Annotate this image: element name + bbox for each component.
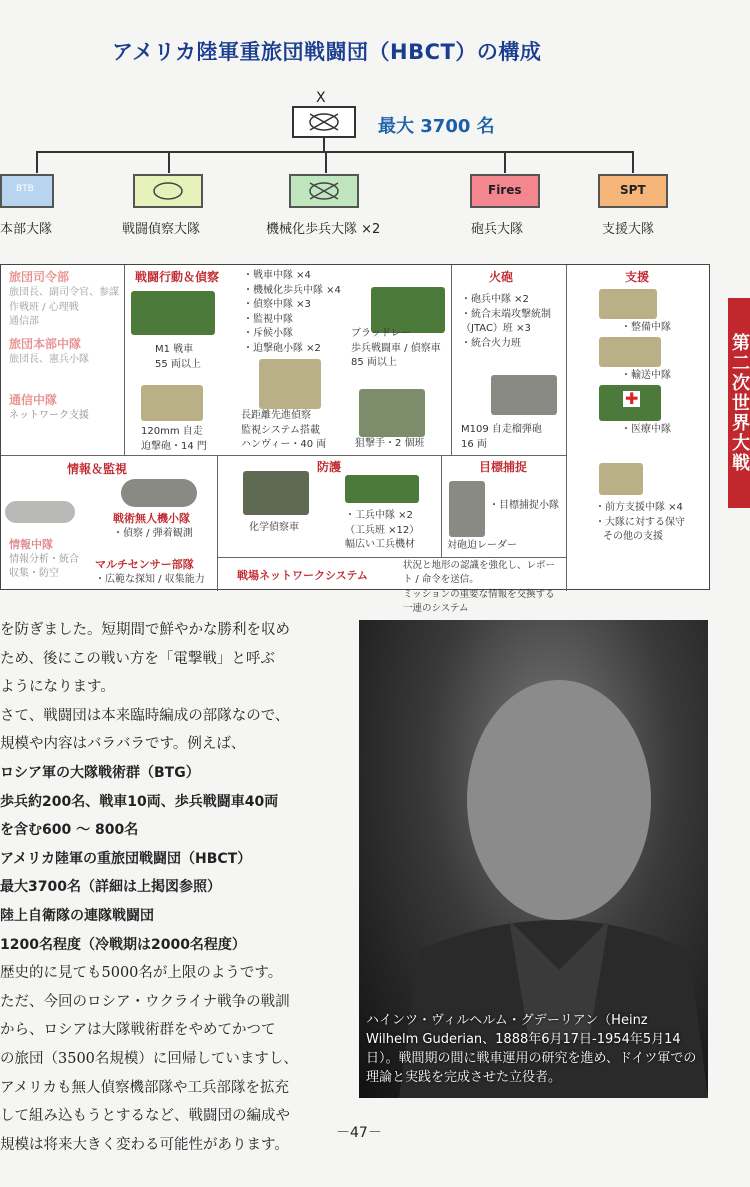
unit-box-text: Fires bbox=[488, 183, 522, 197]
combat-header: 戦闘行動＆偵察 bbox=[135, 270, 220, 284]
fires-header: 火砲 bbox=[489, 270, 514, 284]
brigade-size-symbol: X bbox=[316, 90, 326, 106]
body-line: アメリカも無人偵察機部隊や工兵部隊を拡充 bbox=[0, 1079, 289, 1096]
diagram-title: アメリカ陸軍重旅団戦闘団（HBCT）の構成 bbox=[112, 40, 542, 64]
hq-line: 旅団長、副司令官、参謀 bbox=[9, 287, 119, 299]
unit-box-hq-battalion bbox=[0, 174, 54, 208]
unit-box-text: SPT bbox=[620, 183, 646, 197]
radar-caption: 対砲迫レーダー bbox=[447, 540, 517, 551]
chem-caption: 化学偵察車 bbox=[249, 522, 299, 533]
body-line: ため、後にこの戦い方を「電撃戦」と呼ぶ bbox=[0, 650, 275, 667]
body-line: 1200名程度（冷戦期は2000名程度） bbox=[0, 936, 246, 953]
page-number: －47－ bbox=[336, 1125, 382, 1141]
body-line: 規模や内容はバラバラです。例えば、 bbox=[0, 736, 246, 753]
engineer-list: ・工兵中隊 ×2 （工兵班 ×12） 幅広い工兵機材 bbox=[345, 510, 420, 550]
unit-label-recon: 戦闘偵察大隊 bbox=[122, 222, 201, 237]
divider bbox=[441, 455, 442, 557]
protection-header: 防護 bbox=[317, 460, 342, 474]
m109-howitzer-image bbox=[491, 375, 557, 415]
body-line: 規模は将来大きく変わる可能性があります。 bbox=[0, 1136, 289, 1153]
red-cross-icon: ✚ bbox=[625, 389, 639, 408]
aircraft-image bbox=[5, 501, 75, 523]
support-header: 支援 bbox=[625, 270, 650, 284]
body-line: 最大3700名（詳細は上掲図参照） bbox=[0, 879, 221, 896]
sniper-caption: 狙撃手・2 個班 bbox=[355, 438, 425, 449]
tree-line bbox=[36, 151, 38, 173]
divider bbox=[217, 557, 566, 558]
mi-company: 情報中隊 情報分析・統合 収集・防空 bbox=[9, 538, 79, 580]
body-line: を含む600 〜 800名 bbox=[0, 822, 139, 839]
hq-line: 作戦班 / 心理戦 bbox=[9, 301, 79, 313]
transport-truck-image bbox=[599, 337, 661, 367]
radar-image bbox=[449, 481, 485, 537]
network-header: 戦場ネットワークシステム bbox=[237, 569, 368, 582]
forward-support-truck-image bbox=[599, 463, 643, 495]
m109-caption: M109 自走榴弾砲 16 両 bbox=[461, 424, 542, 450]
m1-caption: M1 戦車 55 両以上 bbox=[155, 344, 201, 370]
tree-line bbox=[325, 151, 327, 173]
support-item: ・医療中隊 bbox=[621, 424, 671, 435]
unit-box-fires bbox=[470, 174, 540, 208]
body-line: ただ、今回のロシア・ウクライナ戦争の戦訓 bbox=[0, 993, 290, 1010]
body-line: 歩兵約200名、戦車10両、歩兵戦闘車40両 bbox=[0, 793, 279, 810]
support-item: ・整備中隊 bbox=[621, 322, 671, 333]
divider bbox=[1, 455, 566, 456]
ambulance-image bbox=[599, 385, 661, 421]
fires-list: ・砲兵中隊 ×2 ・統合末端攻撃統制 （JTAC）班 ×3 ・統合火力班 bbox=[461, 294, 551, 349]
chapter-tab: 第二次世界大戦 bbox=[728, 298, 750, 508]
m1-tank-image bbox=[131, 291, 215, 335]
multi-sensor-unit: マルチセンサー部隊 ・広範な探知 / 収集能力 bbox=[95, 558, 205, 585]
body-line: を防ぎました。短期間で鮮やかな勝利を収め bbox=[0, 622, 290, 638]
unit-box-mech-infantry bbox=[289, 174, 359, 208]
bradley-caption: ブラッドレー 歩兵戦闘車 / 偵察車 85 両以上 bbox=[351, 328, 441, 368]
hq-line: ネットワーク支援 bbox=[9, 410, 89, 422]
hq-header: 旅団司令部 bbox=[9, 270, 70, 284]
body-line: アメリカ陸軍の重旅団戦闘団（HBCT） bbox=[0, 850, 252, 867]
maintenance-truck-image bbox=[599, 289, 657, 319]
mortar-carrier-image bbox=[141, 385, 203, 421]
unit-box-text: BTB bbox=[16, 184, 34, 194]
max-strength: 最大 3700 名 bbox=[378, 116, 495, 137]
divider bbox=[124, 265, 125, 455]
unit-label-artillery: 砲兵大隊 bbox=[471, 222, 524, 237]
brigade-hq-symbol bbox=[292, 106, 356, 138]
hq-company-header: 旅団本部中隊 bbox=[9, 336, 82, 351]
tree-line bbox=[323, 138, 325, 152]
intel-header: 情報＆監視 bbox=[67, 462, 128, 476]
unit-label-support: 支援大隊 bbox=[602, 222, 655, 237]
uav-platoon: 戦術無人機小隊 ・偵察 / 弾着観測 bbox=[113, 512, 193, 539]
divider bbox=[217, 455, 218, 591]
unit-box-recon bbox=[133, 174, 203, 208]
target-header: 目標捕捉 bbox=[479, 460, 528, 474]
divider bbox=[451, 265, 452, 455]
sniper-image bbox=[359, 389, 425, 437]
body-text bbox=[0, 616, 345, 1159]
infantry-cross-icon bbox=[294, 108, 354, 136]
combat-unit-list: ・戦車中隊 ×4 ・機械化歩兵中隊 ×4 ・偵察中隊 ×3 ・監視中隊 ・斥候小隊 ・迫撃砲小隊 ×2 bbox=[243, 270, 341, 354]
unit-label-hq: 本部大隊 bbox=[0, 222, 53, 237]
body-line: の旅団（3500名規模）に回帰していますし、 bbox=[0, 1050, 298, 1067]
hmmwv-caption: 長距離先進偵察 監視システム搭載 ハンヴィー・40 両 bbox=[241, 410, 327, 450]
composition-table bbox=[0, 264, 710, 614]
tree-line bbox=[504, 151, 506, 173]
tree-line bbox=[36, 151, 632, 153]
unit-box-support bbox=[598, 174, 668, 208]
hmmwv-image bbox=[259, 359, 321, 409]
tree-line bbox=[168, 151, 170, 173]
mortar-caption: 120mm 自走 迫撃砲・14 門 bbox=[141, 426, 207, 452]
tree-line bbox=[632, 151, 634, 173]
chemical-recon-vehicle-image bbox=[243, 471, 309, 515]
photo-caption: ハインツ・ヴィルヘルム・グデーリアン（Heinz Wilhelm Guderian、1888年6月17日-1954年5月14日）。戦間期の間に戦車運用の研究を進め、ドイツ軍での理論と実践を完成させた立役者。 bbox=[366, 1013, 697, 1085]
support-list: ・前方支援中隊 ×4 ・大隊に対する保守 その他の支援 bbox=[595, 502, 685, 542]
mech-infantry-symbol-icon bbox=[291, 176, 357, 206]
hq-line: 旅団長、憲兵小隊 bbox=[9, 354, 89, 366]
body-line: さて、戦闘団は本来臨時編成の部隊なので、 bbox=[0, 707, 290, 724]
body-line: から、ロシアは大隊戦術群をやめてかつて bbox=[0, 1022, 276, 1039]
body-line: して組み込もうとするなど、戦闘団の編成や bbox=[0, 1108, 290, 1125]
hq-line: 通信部 bbox=[9, 316, 39, 328]
target-item: ・目標捕捉小隊 bbox=[489, 500, 559, 511]
support-item: ・輸送中隊 bbox=[621, 370, 671, 381]
network-desc: 状況と地形の認識を強化し、レポート / 命令を送信。 ミッションの重要な情報を交換する一連のシステム bbox=[403, 560, 556, 614]
signal-company-header: 通信中隊 bbox=[9, 392, 58, 407]
recon-symbol-icon bbox=[135, 176, 201, 206]
body-line: ようになります。 bbox=[0, 679, 115, 696]
engineer-vehicle-image bbox=[345, 475, 419, 503]
hq-cell bbox=[9, 269, 121, 424]
body-line: 陸上自衛隊の連隊戦闘団 bbox=[0, 907, 154, 924]
uav-image bbox=[121, 479, 197, 507]
body-line: 歴史的に見ても5000名が上限のようです。 bbox=[0, 965, 283, 982]
divider bbox=[566, 265, 567, 591]
unit-label-mech-infantry: 機械化歩兵大隊 ×2 bbox=[266, 222, 381, 237]
body-line: ロシア軍の大隊戦術群（BTG） bbox=[0, 764, 200, 781]
